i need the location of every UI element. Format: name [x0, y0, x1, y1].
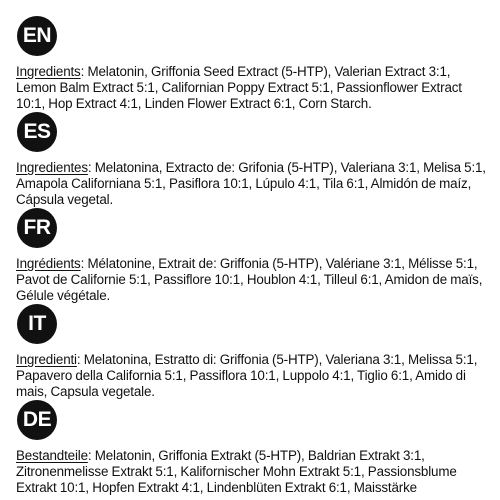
section-italian — [16, 304, 492, 400]
ingredients-list-en: : Melatonin, Griffonia Seed Extract (5-HTP), Valerian Extract 3:1, Lemon Balm Extract 5:1, Californian Poppy Extract 5:1, Passionflower Extract 10:1, Hop Extract 4:1, Linden Flower Extract 6:1, Corn Starch. — [16, 64, 462, 111]
language-badge-it: IT — [17, 304, 57, 344]
ingredients-text-es — [16, 160, 492, 208]
ingredients-list-de: : Melatonin, Griffonia Extrakt (5-HTP), Baldrian Extrakt 3:1, Zitronenmelisse Extrakt 5:1, Kalifornischer Mohn Extrakt 5:1, Passionsblume Extrakt 10:1, Hopfen Extrakt 4:1, Lindenblüten Extrakt 6:1, Maisstärke — [16, 448, 457, 495]
ingredients-list-fr: : Mélatonine, Extrait de: Griffonia (5-HTP), Valériane 3:1, Mélisse 5:1, Pavot de Californie 5:1, Passiflore 10:1, Houblon 4:1, Tilleul 6:1, Amidon de maïs, Gélule végétale. — [16, 256, 483, 303]
section-french — [16, 208, 492, 304]
ingredients-text-fr — [16, 256, 492, 304]
language-badge-en: EN — [17, 16, 57, 56]
ingredients-label-de: Bestandteile — [16, 448, 88, 463]
ingredients-list-it: : Melatonina, Estratto di: Griffonia (5-HTP), Valeriana 3:1, Melissa 5:1, Papavero della California 5:1, Passiflora 10:1, Luppolo 4:1, Tiglio 6:1, Amido di mais, Capsula vegetale. — [16, 352, 478, 399]
ingredients-label-en: Ingredients — [16, 64, 81, 79]
language-badge-de: DE — [17, 400, 57, 440]
ingredients-label-it: Ingredienti — [16, 352, 77, 367]
section-english — [16, 16, 492, 112]
ingredients-text-en — [16, 64, 492, 112]
ingredients-text-de — [16, 448, 492, 496]
language-badge-es: ES — [17, 112, 57, 152]
ingredients-label-fr: Ingrédients — [16, 256, 81, 271]
ingredients-label-es: Ingredientes — [16, 160, 88, 175]
section-spanish — [16, 112, 492, 208]
ingredients-text-it — [16, 352, 492, 400]
language-badge-fr: FR — [17, 208, 57, 248]
ingredients-list-es: : Melatonina, Extracto de: Grifonia (5-HTP), Valeriana 3:1, Melisa 5:1, Amapola Californiana 5:1, Pasiflora 10:1, Lúpulo 4:1, Tila 6:1, Almidón de maíz, Cápsula vegetal. — [16, 160, 486, 207]
section-german — [16, 400, 492, 496]
